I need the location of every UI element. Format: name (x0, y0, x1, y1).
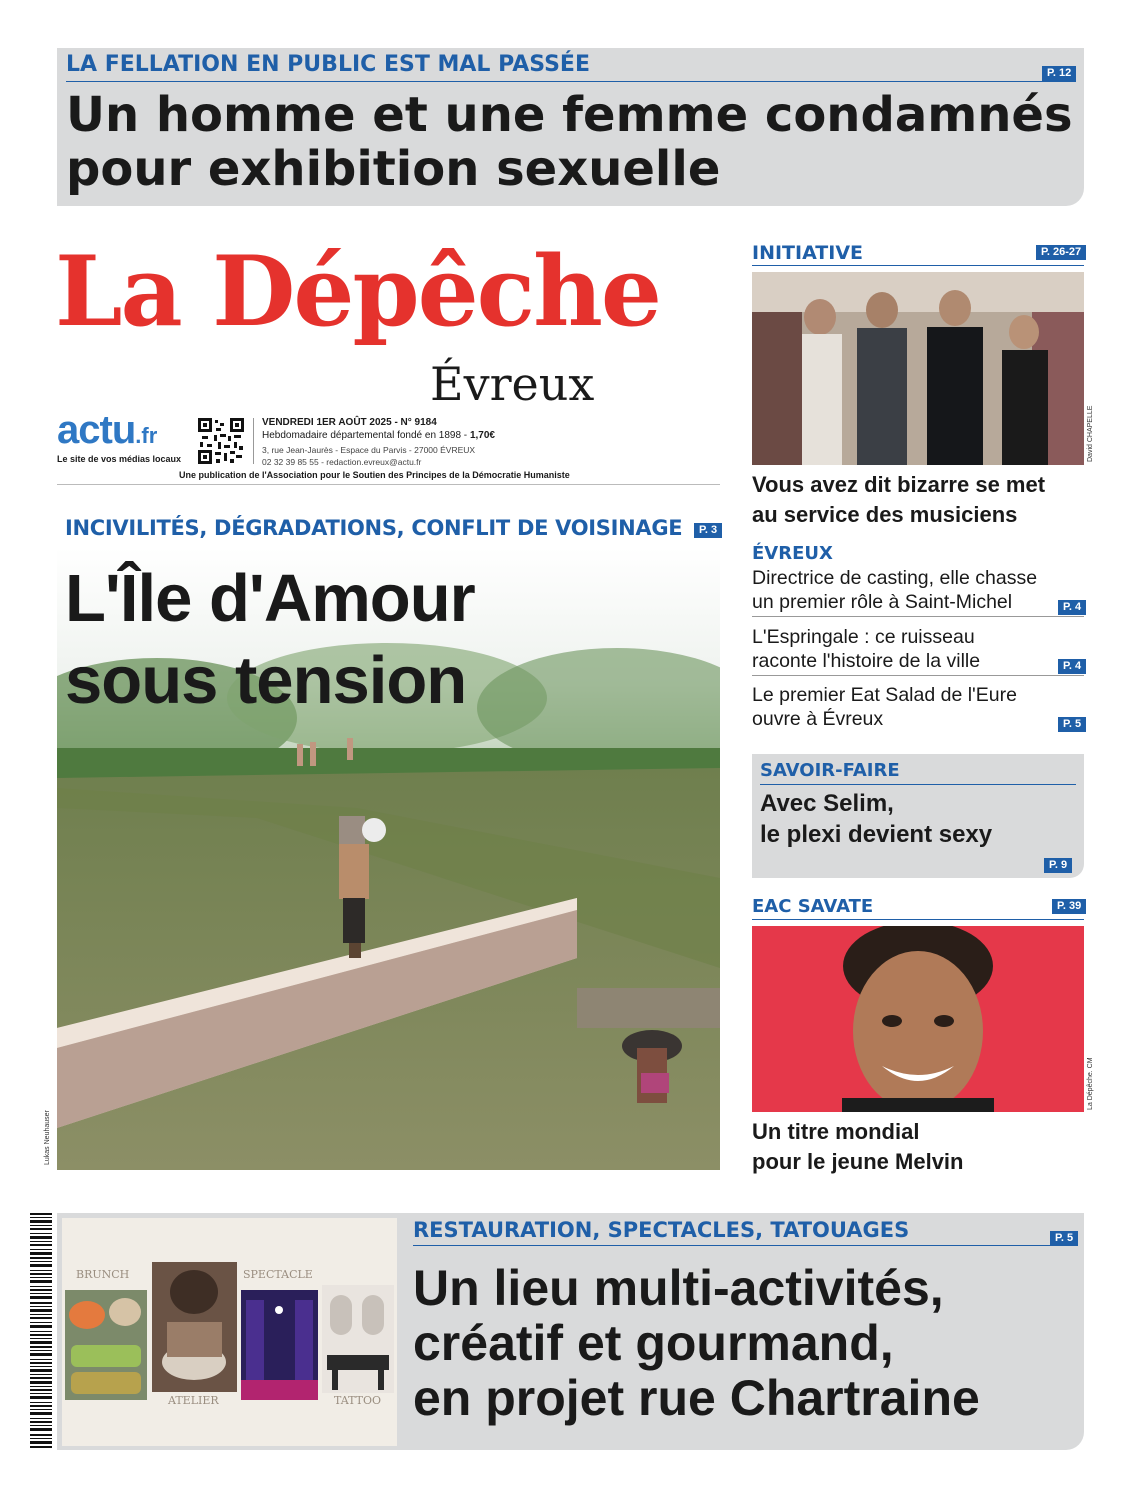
savoir-faire-headline-line2: le plexi devient sexy (760, 821, 993, 848)
evreux-item-3-page-ref: P. 5 (1058, 717, 1086, 732)
issue-date-number: VENDREDI 1ER AOÛT 2025 - N° 9184 (262, 417, 437, 428)
issue-address: 3, rue Jean-Jaurès - Espace du Parvis - 27000 ÉVREUX (262, 445, 476, 455)
issue-founded (262, 429, 495, 442)
evreux-item-2-line2: raconte l'histoire de la ville (752, 650, 981, 672)
masthead-bottom-rule (57, 484, 720, 485)
eac-savate-kicker: EAC SAVATE (752, 896, 874, 917)
initiative-kicker: INITIATIVE (752, 242, 864, 264)
savoir-faire-rule (760, 784, 1076, 785)
evreux-item-3-line1: Le premier Eat Salad de l'Eure (752, 684, 1017, 706)
evreux-item-3 (752, 683, 1084, 731)
main-story-photo-credit: Lukas Neuhauser (44, 1110, 51, 1165)
evreux-item-1-page-ref: P. 4 (1058, 600, 1086, 615)
main-story-headline (65, 558, 475, 722)
masthead-edition: Évreux (430, 357, 595, 411)
issue-contact: 02 32 39 85 55 - redaction.evreux@actu.fr (262, 457, 422, 467)
eac-savate-photo (752, 926, 1084, 1112)
qr-code (198, 418, 244, 464)
collage-photo-atelier (152, 1262, 237, 1392)
savoir-faire-page-ref: P. 9 (1044, 858, 1072, 873)
bottom-story-page-ref: P. 5 (1050, 1231, 1078, 1246)
initiative-photo (752, 272, 1084, 465)
publisher-line: Une publication de l'Association pour le Soutien des Principes de la Démocratie Humaniste (179, 470, 570, 480)
initiative-headline-line1: Vous avez dit bizarre se met (752, 472, 1046, 497)
eac-savate-headline-line2: pour le jeune Melvin (752, 1149, 964, 1174)
collage-label-tattoo: TATTOO (334, 1394, 381, 1407)
evreux-item-2-page-ref: P. 4 (1058, 659, 1086, 674)
bottom-story-headline-line1: Un lieu multi-activités, (413, 1260, 944, 1316)
issue-info (262, 416, 495, 468)
evreux-item-divider-1 (752, 616, 1084, 617)
savoir-faire-headline-line1: Avec Selim, (760, 790, 894, 817)
bottom-story-rule (413, 1245, 1076, 1246)
evreux-item-1 (752, 566, 1084, 614)
main-story-headline-line2: sous tension (65, 643, 467, 718)
initiative-headline-line2: au service des musiciens (752, 502, 1018, 527)
initiative-headline (752, 470, 1045, 530)
main-story-headline-line1: L'Île d'Amour (65, 561, 475, 636)
main-story-page-ref: P. 3 (694, 523, 722, 538)
actu-logo-tld: .fr (135, 423, 158, 448)
bottom-story-headline (413, 1261, 980, 1426)
collage-label-brunch: BRUNCH (76, 1268, 130, 1281)
savoir-faire-headline (760, 788, 992, 850)
evreux-item-3-line2: ouvre à Évreux (752, 708, 884, 730)
masthead-title: La Dépêche (55, 235, 660, 348)
savoir-faire-kicker: SAVOIR-FAIRE (760, 760, 900, 781)
evreux-kicker: ÉVREUX (752, 543, 833, 564)
actu-logo-text: actu (57, 408, 136, 452)
eac-savate-rule (752, 919, 1084, 920)
evreux-item-1-line2: un premier rôle à Saint-Michel (752, 591, 1013, 613)
collage-label-atelier: ATELIER (168, 1394, 219, 1407)
eac-savate-page-ref: P. 39 (1052, 899, 1086, 914)
barcode (30, 1213, 52, 1450)
evreux-item-2 (752, 625, 1084, 673)
masthead-divider (253, 418, 254, 464)
top-story-page-ref: P. 12 (1042, 66, 1076, 81)
top-story-headline-line1: Un homme et une femme condamnés (66, 87, 1073, 143)
main-story-kicker: INCIVILITÉS, DÉGRADATIONS, CONFLIT DE VOISINAGE (65, 516, 683, 540)
issue-founded-text: Hebdomadaire départemental fondé en 1898 - (262, 430, 468, 441)
bottom-story-headline-line3: en projet rue Chartraine (413, 1370, 980, 1426)
evreux-item-divider-2 (752, 675, 1084, 676)
eac-savate-photo-credit: La Dépêche. CM (1087, 1057, 1094, 1110)
bottom-story-headline-line2: créatif et gourmand, (413, 1315, 894, 1371)
top-story-headline (66, 88, 1073, 196)
eac-savate-headline (752, 1117, 963, 1177)
evreux-item-1-line1: Directrice de casting, elle chasse (752, 567, 1038, 589)
collage-photo-brunch (65, 1290, 147, 1400)
eac-savate-headline-line1: Un titre mondial (752, 1119, 920, 1144)
actu-logo (57, 408, 157, 453)
collage-label-spectacle: SPECTACLE (243, 1268, 313, 1281)
bottom-story-kicker: RESTAURATION, SPECTACLES, TATOUAGES (413, 1218, 910, 1242)
top-story-kicker: LA FELLATION EN PUBLIC EST MAL PASSÉE (66, 52, 590, 77)
initiative-page-ref: P. 26-27 (1036, 245, 1086, 260)
evreux-item-2-line1: L'Espringale : ce ruisseau (752, 626, 975, 648)
collage-photo-tattoo (322, 1285, 394, 1393)
top-story-headline-line2: pour exhibition sexuelle (66, 141, 721, 197)
top-story-rule (66, 81, 1076, 82)
collage-photo-spectacle (241, 1290, 318, 1400)
initiative-photo-credit: David CHAPELLE (1087, 405, 1094, 462)
initiative-rule (752, 265, 1084, 266)
actu-tagline: Le site de vos médias locaux (57, 454, 182, 464)
issue-price: 1,70€ (469, 430, 495, 441)
